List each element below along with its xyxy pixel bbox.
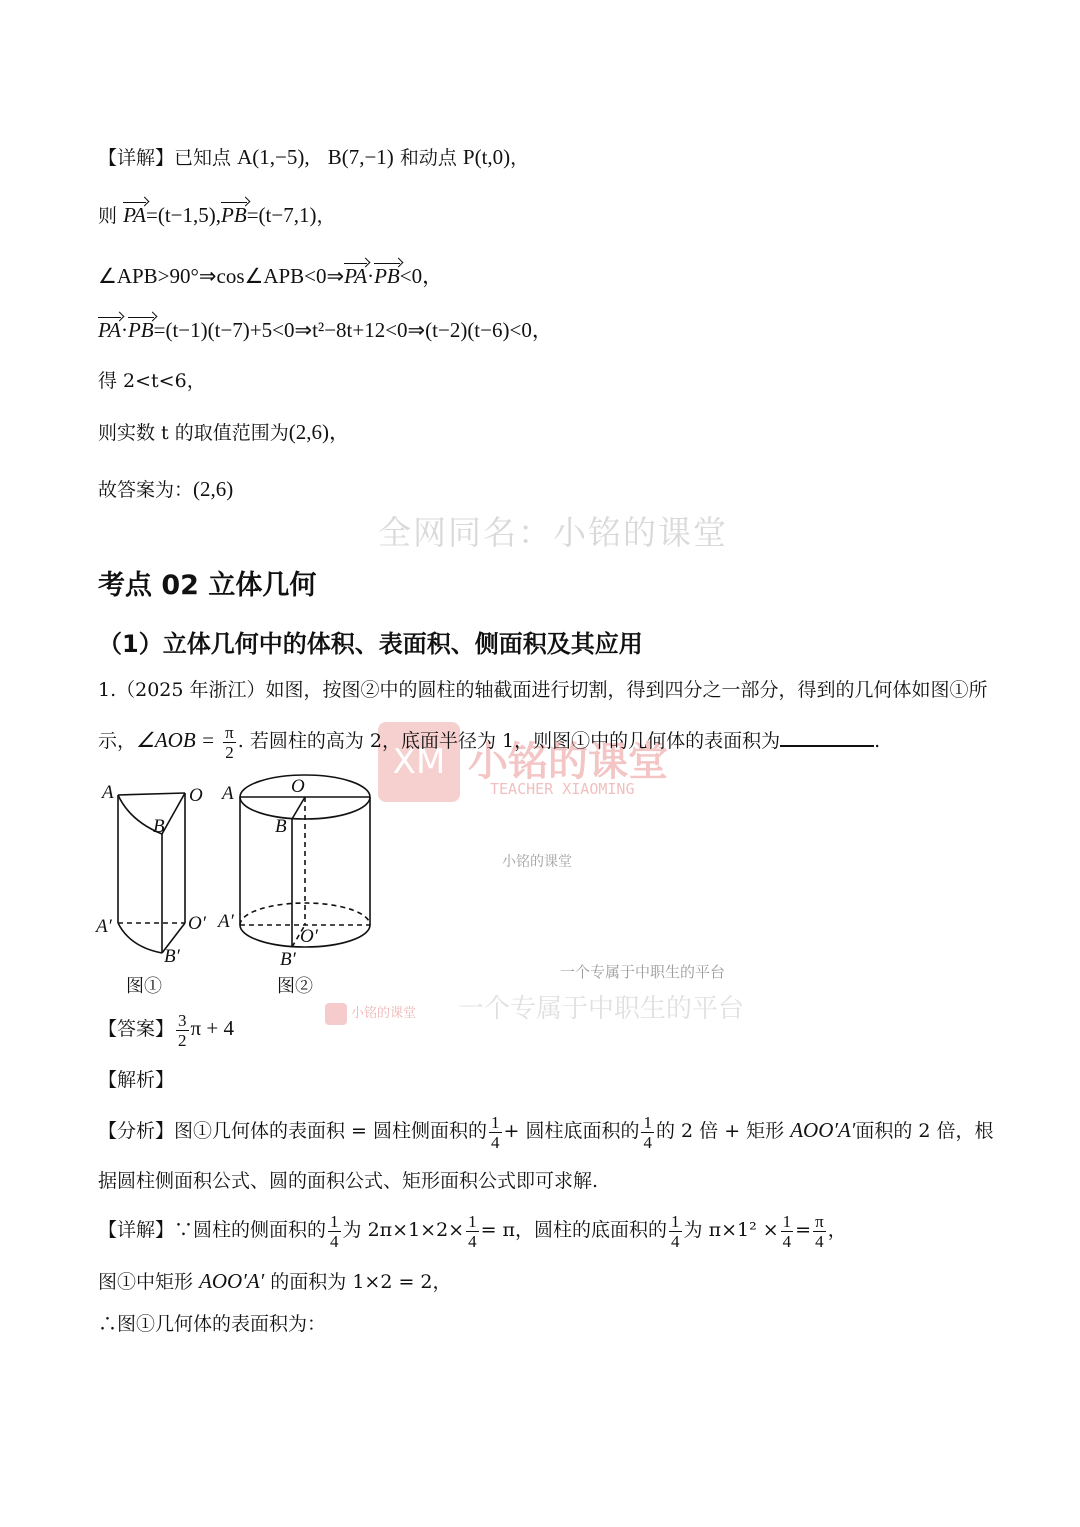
detail2-a: ∵圆柱的侧面积的 — [174, 1219, 327, 1241]
detail2-c: = π，圆柱的底面积的 — [480, 1219, 668, 1241]
detail2-line-3: ∴图①几何体的表面积为： — [98, 1313, 327, 1335]
fenxi-b: + 圆柱底面积的 — [503, 1120, 640, 1142]
fenxi-a: 图①几何体的表面积 = 圆柱侧面积的 — [174, 1120, 488, 1142]
vector-pb: PB — [221, 203, 247, 227]
d2-f4-den: 4 — [782, 1231, 792, 1251]
l3-dot: · — [367, 264, 375, 288]
problem-text-2-end: . — [874, 730, 881, 752]
fig1-label-b: B — [153, 816, 165, 837]
fig1-label-o1: O′ — [188, 913, 206, 934]
detail-text: 已知点 — [174, 147, 232, 169]
l4-expr: =(t−1)(t−7)+5<0⇒t²−8t+12<0⇒(t−2)(t−6)<0， — [153, 318, 553, 342]
fenxi-f1-den: 4 — [491, 1132, 500, 1152]
d2-f5-num: π — [815, 1211, 824, 1231]
answer-line — [98, 1005, 234, 1052]
fig2-label-o1: O′ — [300, 926, 318, 947]
detail-end: ， — [510, 147, 530, 169]
watermark-slogan: 一个专属于中职生的平台 — [560, 963, 726, 981]
detail2-l2-a: 图①中矩形 — [98, 1271, 194, 1293]
detail-line-1 — [98, 145, 529, 170]
l4-dot: · — [120, 318, 128, 342]
fig2-label-a: A — [222, 783, 234, 804]
fig2-label-a1: A′ — [218, 911, 234, 932]
fig2-label-b: B — [275, 816, 287, 837]
fig1-label-b1: B′ — [164, 946, 180, 967]
fig1-edge-bo — [162, 793, 185, 834]
fig1-label-a1: A′ — [96, 916, 112, 937]
frac-num: π — [225, 722, 234, 742]
detail2-frac-3 — [669, 1212, 682, 1251]
fenxi-line-1 — [98, 1107, 994, 1154]
fenxi-frac-1 — [489, 1113, 502, 1152]
fenxi-tag: 【分析】 — [98, 1120, 175, 1142]
fenxi-f2-num: 1 — [643, 1112, 652, 1132]
d2-f3-num: 1 — [671, 1211, 680, 1231]
watermark-main: 全网同名：小铭的课堂 — [378, 513, 728, 552]
l2-eq2: =(t−7,1) — [246, 203, 317, 227]
detail-line-6 — [98, 420, 350, 445]
d2-f3-den: 4 — [671, 1231, 680, 1251]
d2-f5-den: 4 — [815, 1231, 824, 1251]
l5-text: 得 2<t<6， — [98, 370, 206, 392]
l4-vector-pb: PB — [127, 318, 154, 342]
detail2-frac-5 — [813, 1212, 826, 1251]
fig1-edge-ao — [118, 793, 185, 795]
fenxi-d: 面积的 2 倍，根 — [855, 1120, 994, 1142]
problem-line-1 — [98, 678, 988, 702]
watermark-logo-box: XM — [378, 722, 460, 802]
l2-end: ， — [316, 205, 336, 227]
problem-text-2b: . 若圆柱的高为 2，底面半径为 1，则图①中的几何体的表面积为 — [237, 730, 781, 752]
l3-vector-pb: PB — [374, 264, 400, 288]
d2-f2-num: 1 — [468, 1211, 477, 1231]
detail2-rect: AOO′A′ — [199, 1269, 265, 1293]
detail-mid: 和动点 — [399, 147, 457, 169]
fig2-label-b1: B′ — [280, 949, 296, 970]
watermark-logo-sub: TEACHER XIAOMING — [490, 780, 635, 798]
l3-start: ∠APB>90°⇒cos∠APB<0⇒ — [98, 264, 345, 288]
detail2-frac-4 — [781, 1212, 794, 1251]
watermark-logo2-text: 小铭的课堂 — [351, 1006, 417, 1021]
fig2-label-o: O — [291, 776, 305, 797]
answer-fraction — [176, 1011, 189, 1050]
detail2-l2-b: 的面积为 1×2 = 2， — [270, 1271, 452, 1293]
subsection-title: （1）立体几何中的体积、表面积、侧面积及其应用 — [98, 630, 643, 658]
d2-f1-num: 1 — [330, 1211, 339, 1231]
l3-vector-pa: PA — [344, 264, 368, 288]
detail-line-7 — [98, 477, 233, 502]
detail2-e: = — [795, 1219, 812, 1241]
detail2-tag: 【详解】 — [98, 1219, 175, 1241]
watermark-slogan-large: 一个专属于中职生的平台 — [458, 994, 745, 1024]
l7-math: (2,6) — [193, 477, 234, 501]
point-p: P(t,0) — [462, 145, 511, 169]
problem-text-1: 1.（2025 年浙江）如图，按图②中的圆柱的轴截面进行切割，得到四分之一部分，得到的几何体如图①所 — [98, 679, 988, 701]
fig2-caption: 图② — [277, 976, 313, 997]
detail-line-2 — [98, 203, 335, 228]
watermark-logo-text: 小铭的课堂 — [468, 738, 668, 785]
fig1-label-o: O — [189, 785, 203, 806]
answer-frac-num: 3 — [178, 1010, 187, 1030]
l6-text: 则实数 t 的取值范围为 — [98, 422, 289, 444]
fig1-label-a: A — [102, 782, 114, 803]
fenxi-f2-den: 4 — [643, 1132, 652, 1152]
frac-den: 2 — [225, 742, 234, 762]
problem-line-2 — [98, 717, 880, 764]
detail2-b: 为 2π×1×2× — [342, 1219, 465, 1241]
l4-vector-pa: PA — [98, 318, 121, 342]
fenxi-c: 的 2 倍 + 矩形 — [655, 1120, 785, 1142]
point-b: B(7,−1) — [327, 145, 394, 169]
detail-line-4 — [98, 318, 553, 343]
point-a: A(1,−5), — [237, 145, 310, 169]
d2-f4-num: 1 — [782, 1211, 792, 1231]
detail2-frac-2 — [466, 1212, 479, 1251]
detail-line-5 — [98, 369, 206, 393]
detail2-f: ， — [827, 1219, 847, 1241]
section-title: 考点 02 立体几何 — [98, 570, 317, 601]
fenxi-line-2: 据圆柱侧面积公式、圆的面积公式、矩形面积公式即可求解. — [98, 1170, 599, 1192]
answer-blank — [780, 727, 874, 747]
fenxi-f1-num: 1 — [491, 1112, 500, 1132]
l6-math: (2,6)， — [288, 420, 350, 444]
detail2-d: 为 π×1² × — [683, 1219, 779, 1241]
analysis-tag: 【解析】 — [98, 1069, 175, 1091]
answer-frac-den: 2 — [178, 1030, 187, 1050]
fraction-pi-2 — [223, 723, 236, 762]
answer-tag: 【答案】 — [98, 1018, 175, 1040]
detail2-line-1 — [98, 1207, 847, 1253]
problem-text-2a: 示， — [98, 730, 137, 752]
angle-aob: ∠AOB = — [136, 728, 216, 752]
detail2-frac-1 — [328, 1212, 341, 1251]
l3-end: <0， — [399, 264, 444, 288]
fenxi-rect: AOO′A′ — [790, 1118, 856, 1142]
answer-rest: π + 4 — [190, 1016, 234, 1040]
l7-text: 故答案为： — [98, 479, 194, 501]
detail-line-3 — [98, 264, 443, 289]
watermark-small: 小铭的课堂 — [502, 854, 572, 870]
fenxi-frac-2 — [641, 1113, 654, 1152]
vector-pa: PA — [123, 203, 147, 227]
l2-prefix: 则 — [98, 205, 118, 227]
geometry-figure — [90, 765, 390, 1000]
d2-f2-den: 4 — [468, 1231, 477, 1251]
l2-eq1: =(t−1,5), — [146, 203, 222, 227]
watermark-logo2 — [325, 1002, 416, 1025]
detail-tag: 【详解】 — [98, 147, 175, 169]
fig1-arc-bottom — [118, 923, 162, 953]
detail2-line-2 — [98, 1269, 452, 1294]
fig1-caption: 图① — [126, 976, 162, 997]
d2-f1-den: 4 — [330, 1231, 339, 1251]
